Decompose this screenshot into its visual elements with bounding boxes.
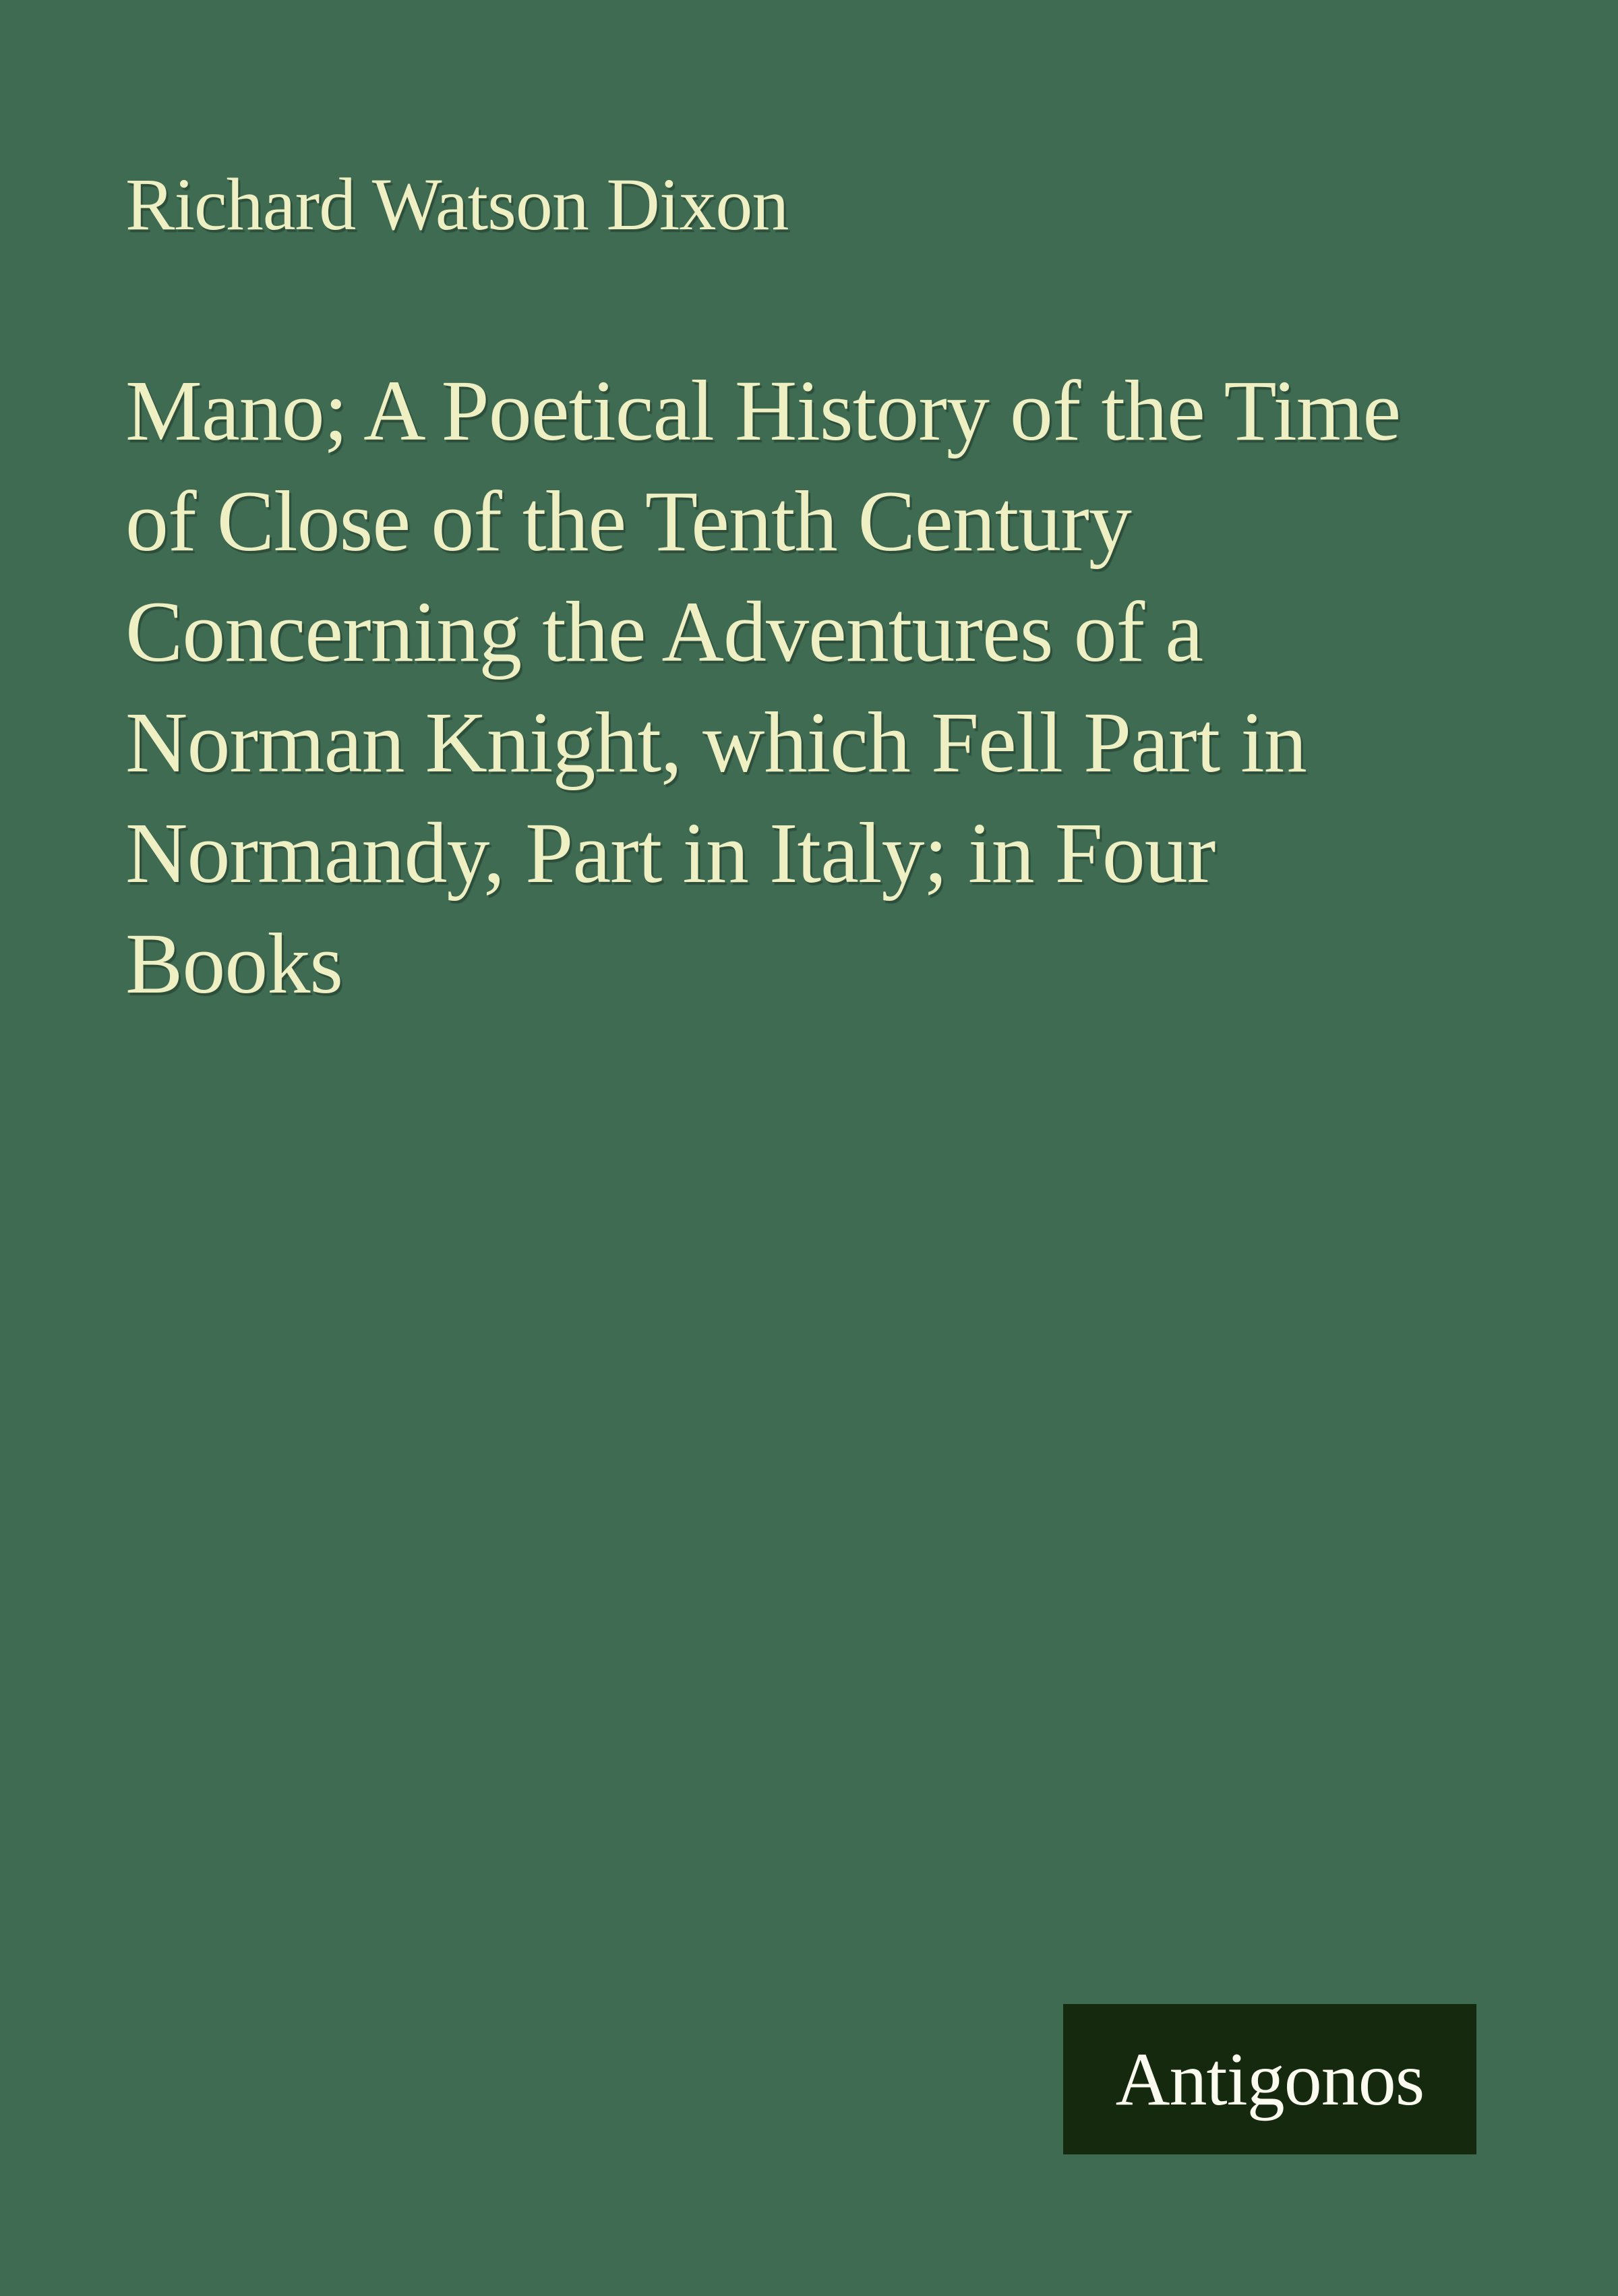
title-line-6: Books [125,916,343,1011]
publisher-logo-box [1063,2004,1476,2154]
title-line-3: Concerning the Adventures of a [125,584,1203,680]
title-line-2: of Close of the Tenth Century [125,473,1131,569]
title-line-5: Normandy, Part in Italy; in Four [125,805,1216,901]
publisher-name: Antigonos [1115,2037,1425,2121]
book-title [125,355,1528,1019]
title-line-4: Norman Knight, which Fell Part in [125,695,1307,790]
title-line-1: Mano; A Poetical History of the Time [125,363,1401,459]
author-name: Richard Watson Dixon [125,163,789,245]
